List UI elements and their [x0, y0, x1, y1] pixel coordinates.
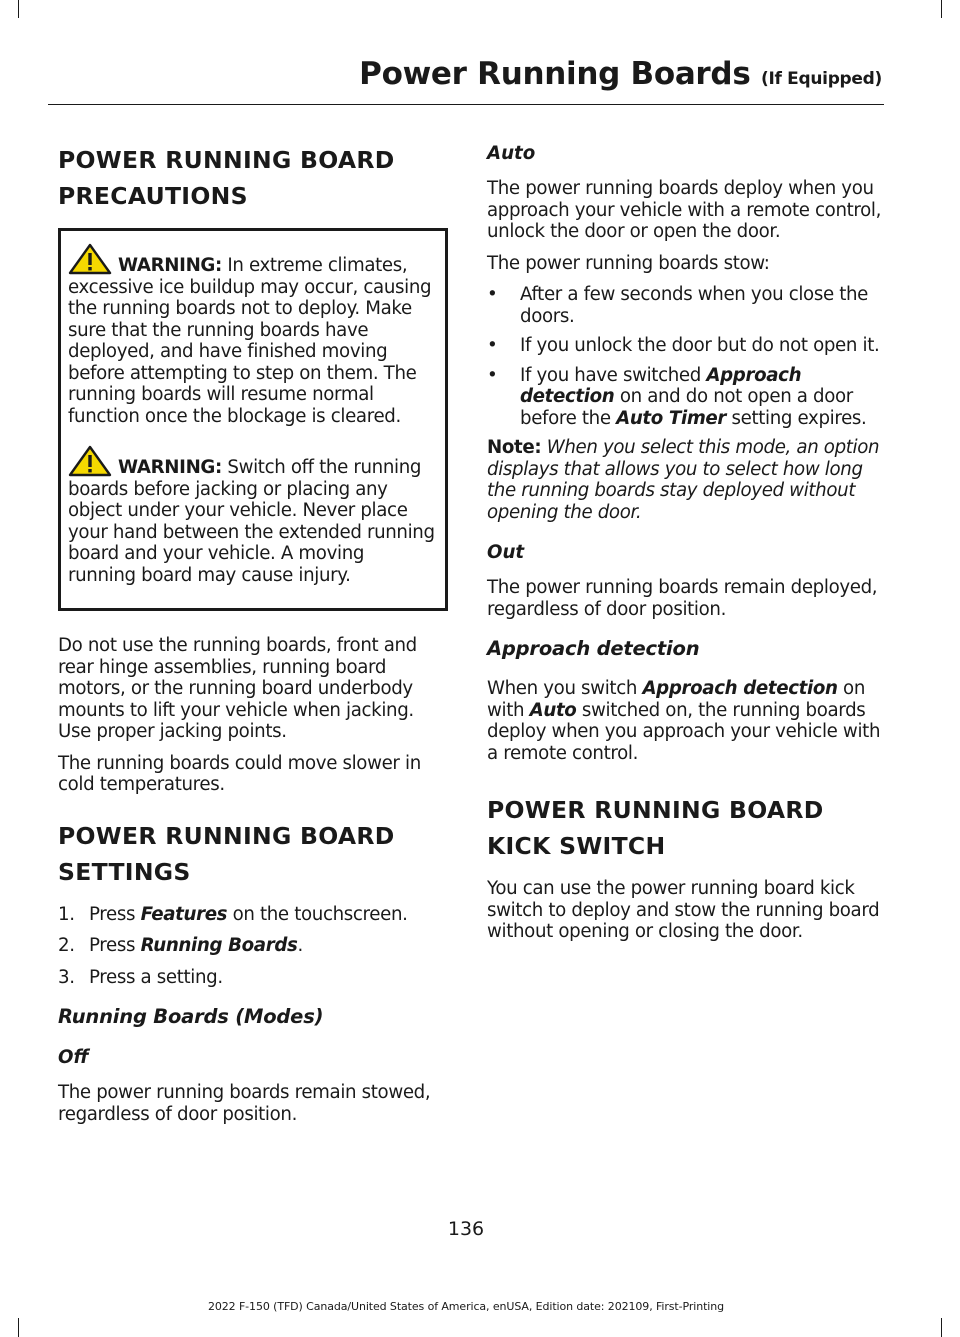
- warning-triangle-icon: [68, 445, 112, 477]
- heading-line: POWER RUNNING BOARD: [487, 796, 824, 824]
- settings-steps: [58, 904, 448, 989]
- list-item: [487, 284, 882, 327]
- step-text: Press: [89, 935, 141, 956]
- step-bold: Running Boards: [140, 935, 298, 956]
- list-item: [487, 335, 882, 357]
- approach-paragraph: [487, 678, 882, 764]
- heading-line: POWER RUNNING BOARD: [58, 821, 395, 850]
- precautions-heading: [58, 142, 448, 214]
- text-run: on with: [487, 678, 865, 721]
- warning-label: WARNING:: [118, 255, 222, 276]
- kick-switch-paragraph: You can use the power running board kick switch to deploy and stow the running board without opening or closing the door.: [487, 878, 880, 942]
- stow-intro: The power running boards stow:: [487, 252, 770, 274]
- out-heading: Out: [487, 542, 525, 563]
- warning-triangle-icon: [68, 243, 112, 275]
- list-item-text: If you unlock the door but do not open it.: [520, 335, 880, 356]
- text-run: setting expires.: [726, 407, 867, 429]
- text-run: If you have switched: [520, 364, 707, 386]
- list-item-text: [520, 365, 882, 430]
- off-heading: Off: [58, 1047, 89, 1068]
- step-item: [58, 935, 448, 957]
- header-subtitle: (If Equipped): [760, 69, 882, 89]
- jacking-paragraph: Do not use the running boards, front and rear hinge assemblies, running board motors, or the running board underbody mounts to lift your vehicle when jacking. Use proper jacking points.: [58, 635, 417, 742]
- auto-heading: Auto: [487, 143, 536, 164]
- bullet-icon: •: [487, 364, 498, 386]
- warning-text: Switch off the running boards before jacking or placing any object under your vehicle. Never place your hand between the extended running board and your vehicle. A moving running board may cause injury.: [68, 457, 435, 586]
- list-item: [487, 365, 882, 430]
- modes-heading: Running Boards (Modes): [58, 1005, 324, 1028]
- page-footer: 2022 F-150 (TFD) Canada/United States of America, enUSA, Edition date: 202109, First-Printing: [207, 1300, 725, 1313]
- page-number: 136: [447, 1218, 485, 1240]
- note-text: When you select this mode, an option displays that allows you to select how long the running boards stay deployed without opening the door.: [487, 437, 880, 523]
- heading-line: POWER RUNNING BOARD: [58, 146, 395, 174]
- step-bold: Features: [140, 903, 228, 925]
- header-rule: [48, 104, 884, 105]
- header-title-text: Power Running Boards: [359, 56, 751, 92]
- step-item: [58, 967, 448, 989]
- text-bold: Auto Timer: [616, 407, 727, 429]
- off-paragraph: The power running boards remain stowed, regardless of door position.: [58, 1082, 431, 1125]
- text-run: on and do not open a door before the: [520, 386, 853, 429]
- warning-ice: [68, 243, 437, 427]
- bullet-icon: •: [487, 335, 498, 356]
- page-header-title: [359, 56, 882, 92]
- step-text: Press a setting.: [89, 966, 223, 988]
- left-column: [58, 142, 448, 1135]
- step-number: 3.: [58, 966, 75, 988]
- stow-list: [487, 284, 882, 429]
- text-run: switched on, the running boards deploy when you approach your vehicle with a remote control.: [487, 699, 881, 764]
- crop-mark-bottom-left: [18, 1318, 19, 1337]
- warning-box: [58, 228, 448, 611]
- note-label: Note:: [487, 437, 542, 458]
- step-text: Press: [89, 903, 141, 925]
- text-bold: Auto: [529, 699, 577, 721]
- bullet-icon: •: [487, 284, 498, 305]
- step-text: on the touchscreen.: [227, 903, 408, 925]
- spacer: [487, 774, 882, 792]
- warning-text: In extreme climates, excessive ice buildup may occur, causing the running boards not to deploy. Make sure that the running boards have deployed, and have finished moving before attempting to step on them. The running boards will resume normal function once the blockage is cleared.: [68, 255, 432, 427]
- cold-paragraph: The running boards could move slower in cold temperatures.: [58, 752, 421, 795]
- approach-heading: Approach detection: [487, 637, 700, 660]
- heading-line: SETTINGS: [58, 857, 191, 886]
- step-item: [58, 904, 448, 926]
- step-number: 1.: [58, 903, 75, 925]
- text-bold: Approach detection: [520, 364, 802, 407]
- crop-mark-top-left: [18, 0, 19, 18]
- crop-mark-top-right: [941, 0, 942, 18]
- text-run: When you switch: [487, 678, 643, 699]
- list-item-text: After a few seconds when you close the doors.: [520, 284, 869, 327]
- warning-label: WARNING:: [118, 457, 222, 478]
- kick-switch-heading: [487, 792, 882, 864]
- heading-line: KICK SWITCH: [487, 832, 666, 860]
- warning-jacking: [68, 445, 437, 586]
- crop-mark-bottom-right: [941, 1318, 942, 1337]
- settings-heading: [58, 818, 448, 890]
- text-bold: Approach detection: [642, 678, 838, 699]
- step-text: .: [297, 935, 303, 956]
- heading-line: PRECAUTIONS: [58, 182, 248, 210]
- note-paragraph: [487, 437, 882, 523]
- step-number: 2.: [58, 935, 75, 956]
- auto-paragraph: The power running boards deploy when you approach your vehicle with a remote control, unlock the door or open the door.: [487, 178, 882, 242]
- spacer: [58, 806, 448, 818]
- out-paragraph: The power running boards remain deployed, regardless of door position.: [487, 577, 878, 620]
- right-column: [487, 142, 882, 953]
